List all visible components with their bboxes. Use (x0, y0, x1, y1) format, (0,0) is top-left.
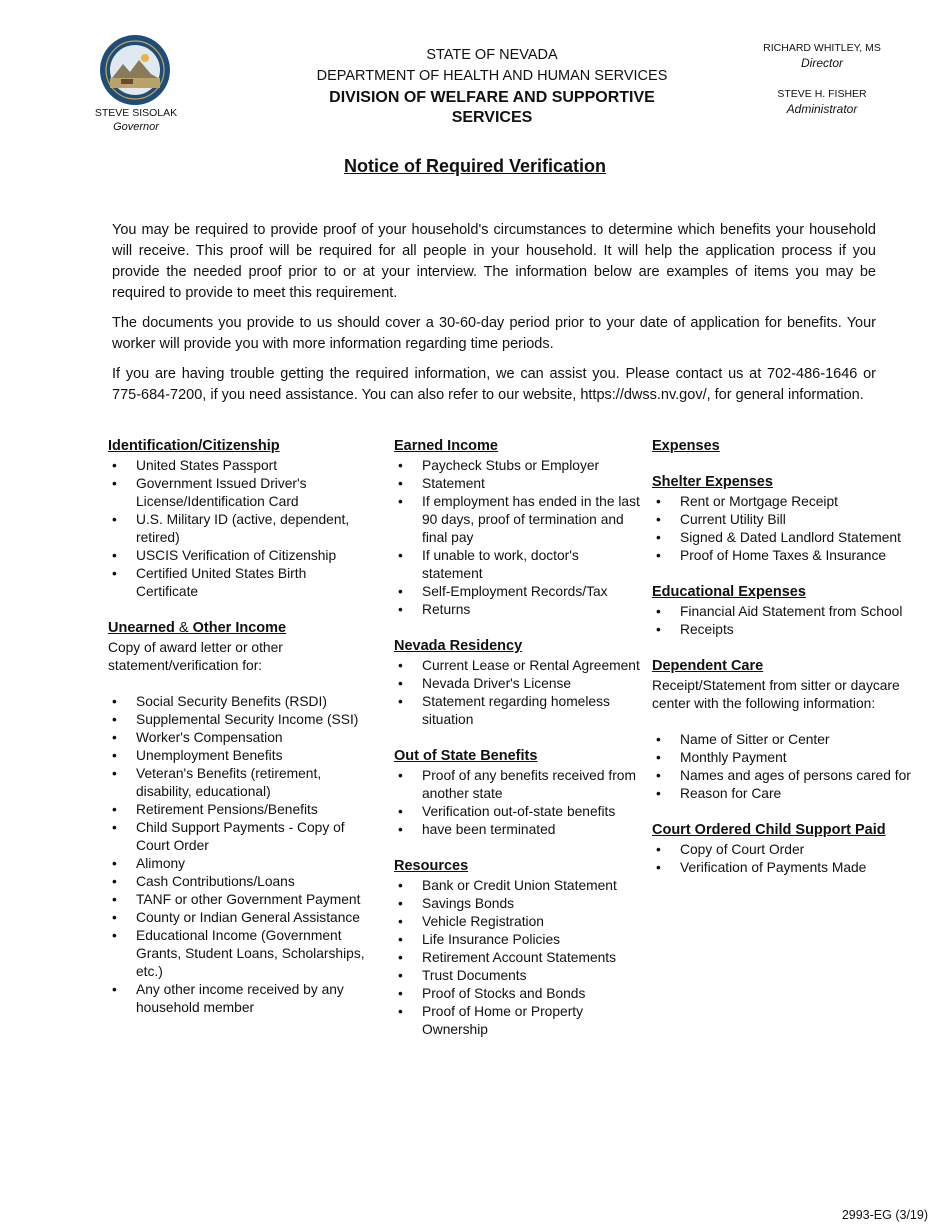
list-item: • Self-Employment Records/Tax (394, 583, 640, 601)
administrator-title: Administrator (786, 102, 858, 116)
list-item: • If unable to work, doctor's statement (394, 547, 640, 583)
bullet-list (652, 731, 922, 803)
list-item: • Proof of any benefits received from another state (394, 767, 640, 803)
section-description: Copy of award letter or other statement/verification for: (108, 640, 283, 673)
expenses-heading: Expenses (652, 438, 720, 454)
list-item: • Proof of Stocks and Bonds (394, 985, 640, 1003)
section-heading: Identification/Citizenship (108, 438, 280, 454)
section-heading: Shelter Expenses (652, 474, 773, 490)
bullet-list (652, 603, 922, 639)
list-item: • United States Passport (108, 457, 370, 475)
state-seal-logo (99, 34, 171, 106)
list-item: • Trust Documents (394, 967, 640, 985)
column-middle (394, 437, 640, 1057)
list-item: • Educational Income (Government Grants, Student Loans, Scholarships, etc.) (108, 927, 370, 981)
intro-paragraph: If you are having trouble getting the required information, we can assist you. Please contact us at 702-486-1646 or 775-684-7200, if you need assistance. You can also refer to our website, https://dwss.nv.gov/, for general information. (112, 366, 876, 403)
bullet-list (394, 457, 640, 619)
list-item: • Nevada Driver's License (394, 675, 640, 693)
intro-text (112, 220, 876, 415)
list-item: • have been terminated (394, 821, 640, 839)
section-nevada-residency (394, 637, 640, 729)
intro-paragraph: You may be required to provide proof of your household's circumstances to determine which benefits your household will receive. This proof will be required for all people in your household. It will help the application process if you provide the needed proof prior to or at your interview. The information below are examples of items you may be required to provide to meet this requirement. (112, 222, 876, 301)
bullet-list (394, 657, 640, 729)
section-heading: Educational Expenses (652, 584, 806, 600)
section-child-support-paid (652, 821, 922, 877)
list-item: • Monthly Payment (652, 749, 922, 767)
bullet-list (394, 877, 640, 1039)
list-item: • USCIS Verification of Citizenship (108, 547, 370, 565)
list-item: • Verification of Payments Made (652, 859, 922, 877)
list-item: • Current Lease or Rental Agreement (394, 657, 640, 675)
section-identification (108, 437, 370, 601)
governor-block (82, 106, 190, 134)
list-item: • Proof of Home Taxes & Insurance (652, 547, 922, 565)
governor-name: STEVE SISOLAK (94, 107, 178, 119)
list-item: • Any other income received by any household member (108, 981, 370, 1017)
section-educational-expenses (652, 583, 922, 639)
list-item: • Rent or Mortgage Receipt (652, 493, 922, 511)
bullet-list (652, 841, 922, 877)
section-dependent-care (652, 657, 922, 803)
list-item: • Copy of Court Order (652, 841, 922, 859)
list-item: • If employment has ended in the last 90 days, proof of termination and final pay (394, 493, 640, 547)
intro-paragraph: The documents you provide to us should cover a 30-60-day period prior to your date of application for benefits. Your worker will provide you with more information regarding time periods. (112, 315, 876, 352)
list-item: • Savings Bonds (394, 895, 640, 913)
list-item: • Verification out-of-state benefits (394, 803, 640, 821)
governor-title: Governor (113, 121, 159, 133)
section-out-of-state-benefits (394, 747, 640, 839)
list-item: • County or Indian General Assistance (108, 909, 370, 927)
list-item: • Returns (394, 601, 640, 619)
document-title: Notice of Required Verification (343, 156, 607, 176)
agency-heading (292, 45, 692, 128)
section-description: Receipt/Statement from sitter or daycare center with the following information: (652, 678, 900, 711)
list-item: • TANF or other Government Payment (108, 891, 370, 909)
column-right (652, 437, 922, 895)
list-item: • Financial Aid Statement from School (652, 603, 922, 621)
agency-line-state: STATE OF NEVADA (426, 47, 558, 63)
section-heading: Dependent Care (652, 658, 764, 674)
heading-part: Other Income (192, 620, 287, 636)
section-heading: Nevada Residency (394, 638, 523, 654)
bullet-list (652, 493, 922, 565)
list-item: • Veteran's Benefits (retirement, disability, educational) (108, 765, 370, 801)
bullet-list (394, 767, 640, 839)
list-item: • Unemployment Benefits (108, 747, 370, 765)
section-shelter-expenses (652, 473, 922, 565)
list-item: • Government Issued Driver's License/Identification Card (108, 475, 370, 511)
list-item: • Paycheck Stubs or Employer (394, 457, 640, 475)
list-item: • Retirement Pensions/Benefits (108, 801, 370, 819)
list-item: • Supplemental Security Income (SSI) (108, 711, 370, 729)
list-item: • Signed & Dated Landlord Statement (652, 529, 922, 547)
director-name: RICHARD WHITLEY, MS (763, 42, 881, 54)
list-item: • Proof of Home or Property Ownership (394, 1003, 640, 1039)
list-item: • Bank or Credit Union Statement (394, 877, 640, 895)
list-item: • U.S. Military ID (active, dependent, retired) (108, 511, 370, 547)
form-number: 2993-EG (3/19) (841, 1208, 928, 1222)
column-left (108, 437, 370, 1035)
list-item: • Child Support Payments - Copy of Court Order (108, 819, 370, 855)
list-item: • Names and ages of persons cared for (652, 767, 922, 785)
list-item: • Alimony (108, 855, 370, 873)
agency-line-department: DEPARTMENT OF HEALTH AND HUMAN SERVICES (316, 68, 668, 84)
list-item: • Social Security Benefits (RSDI) (108, 693, 370, 711)
bullet-list (108, 457, 370, 601)
administrator-name: STEVE H. FISHER (777, 88, 867, 100)
list-item: • Cash Contributions/Loans (108, 873, 370, 891)
list-item: • Statement regarding homeless situation (394, 693, 640, 729)
section-heading: Out of State Benefits (394, 748, 538, 764)
list-item: • Name of Sitter or Center (652, 731, 922, 749)
list-item: • Reason for Care (652, 785, 922, 803)
heading-ampersand: & (174, 620, 193, 636)
list-item: • Vehicle Registration (394, 913, 640, 931)
agency-division: DIVISION OF WELFARE AND SUPPORTIVE SERVICES (329, 89, 655, 126)
heading-part: Unearned (108, 620, 175, 636)
list-item: • Certified United States Birth Certificate (108, 565, 370, 601)
section-unearned-income (108, 619, 370, 1017)
list-item: • Statement (394, 475, 640, 493)
section-resources (394, 857, 640, 1039)
list-item: • Receipts (652, 621, 922, 639)
list-item: • Life Insurance Policies (394, 931, 640, 949)
section-heading (108, 619, 370, 638)
list-item: • Worker's Compensation (108, 729, 370, 747)
section-heading: Court Ordered Child Support Paid (652, 822, 886, 838)
section-heading: Resources (394, 858, 469, 874)
list-item: • Retirement Account Statements (394, 949, 640, 967)
officials-block (752, 41, 892, 117)
section-heading: Earned Income (394, 438, 498, 454)
list-item: • Current Utility Bill (652, 511, 922, 529)
bullet-list (108, 693, 370, 1017)
section-earned-income (394, 437, 640, 619)
director-title: Director (800, 56, 843, 70)
